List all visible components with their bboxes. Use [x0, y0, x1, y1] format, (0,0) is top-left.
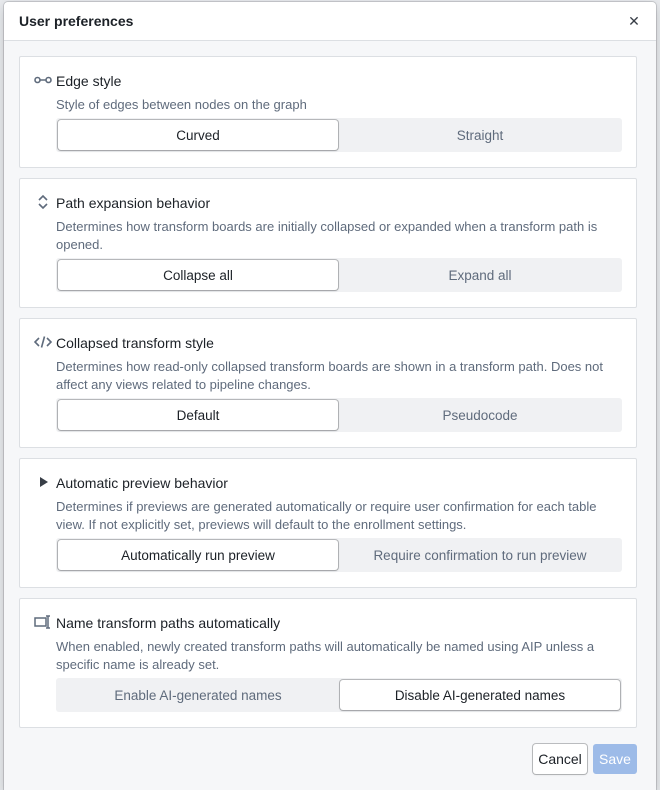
section-title: Path expansion behavior: [56, 195, 211, 211]
user-preferences-dialog: [4, 2, 656, 790]
preview-behavior-segmented-control: [56, 538, 622, 572]
section-edge-style: [19, 56, 637, 168]
cancel-button[interactable]: Cancel: [533, 744, 587, 774]
rename-input-icon: [34, 613, 52, 631]
section-title: Edge style: [56, 73, 122, 89]
option-default[interactable]: Default: [58, 400, 338, 430]
option-require-confirmation[interactable]: Require confirmation to run preview: [373, 547, 587, 563]
save-button[interactable]: Save: [593, 744, 637, 774]
edge-style-segmented-control: [56, 118, 622, 152]
transform-style-segmented-control: [56, 398, 622, 432]
play-icon: [34, 473, 52, 491]
section-description: Determines how read-only collapsed transform boards are shown in a transform path. Does not affect any views related to pipeline changes.: [56, 359, 603, 392]
expand-collapse-chevrons-icon: [34, 193, 52, 211]
section-title: Automatic preview behavior: [56, 475, 228, 491]
code-icon: [34, 333, 52, 351]
option-expand-all[interactable]: Expand all: [448, 267, 512, 283]
option-pseudocode[interactable]: Pseudocode: [442, 407, 518, 423]
dialog-title: User preferences: [19, 13, 134, 29]
section-name-transform-paths: [19, 598, 637, 728]
option-disable-ai-names[interactable]: Disable AI-generated names: [340, 680, 620, 710]
section-description: When enabled, newly created transform paths will automatically be named using AIP unless a specific name is already set.: [56, 639, 595, 672]
close-button[interactable]: [624, 11, 644, 31]
dialog-header: [4, 2, 656, 41]
option-straight[interactable]: Straight: [456, 127, 504, 143]
edge-connector-icon: [34, 71, 52, 89]
option-curved[interactable]: Curved: [58, 120, 338, 150]
section-description: Determines if previews are generated automatically or require user confirmation for each table view. If not explicitly set, previews will default to the enrollment settings.: [56, 499, 597, 532]
section-path-expansion: [19, 178, 637, 308]
option-enable-ai-names[interactable]: Enable AI-generated names: [114, 687, 282, 703]
section-collapsed-transform-style: [19, 318, 637, 448]
section-title: Name transform paths automatically: [56, 615, 281, 631]
section-description: Determines how transform boards are initially collapsed or expanded when a transform path is opened.: [56, 219, 598, 252]
path-expansion-segmented-control: [56, 258, 622, 292]
section-title: Collapsed transform style: [56, 335, 214, 351]
name-paths-segmented-control: [56, 678, 622, 712]
section-automatic-preview: [19, 458, 637, 588]
option-collapse-all[interactable]: Collapse all: [58, 260, 338, 290]
section-description: Style of edges between nodes on the graph: [56, 97, 307, 112]
close-icon: ✕: [628, 12, 640, 29]
option-automatically-run-preview[interactable]: Automatically run preview: [58, 540, 338, 570]
